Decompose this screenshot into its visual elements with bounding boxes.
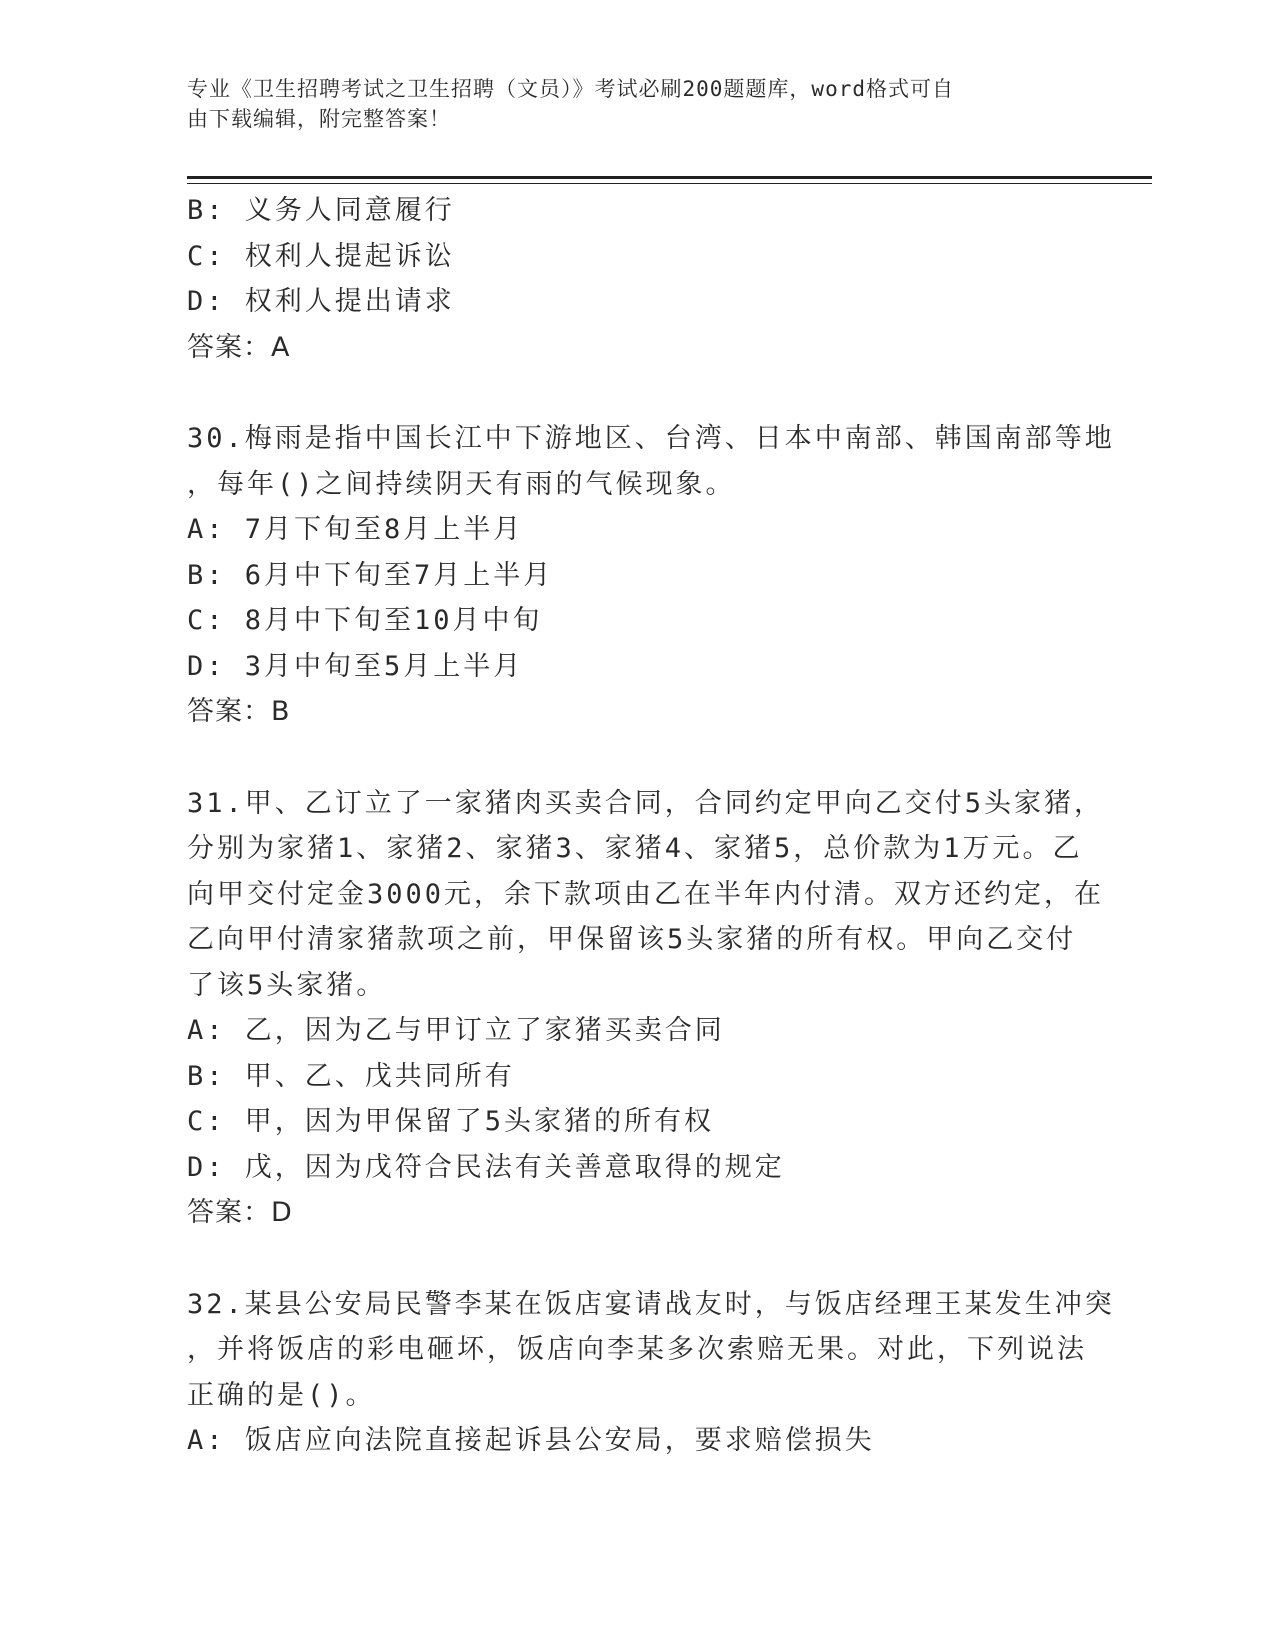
spacer (187, 1236, 1087, 1282)
question-stem-line: 32.某县公安局民警李某在饭店宴请战友时，与饭店经理王某发生冲突 (187, 1288, 1115, 1320)
question-stem-line: 分别为家猪1、家猪2、家猪3、家猪4、家猪5，总价款为1万元。乙 (187, 833, 1083, 864)
question-stem-line: 乙向甲付清家猪款项之前，甲保留该5头家猪的所有权。甲向乙交付 (187, 924, 1077, 955)
option-c: C: 甲，因为甲保留了5头家猪的所有权 (187, 1106, 715, 1137)
header-line-1: 专业《卫生招聘考试之卫生招聘（文员）》考试必刷200题题库，word格式可自 (187, 77, 954, 101)
spacer (187, 735, 1087, 781)
option-a: A: 饭店应向法院直接起诉县公安局，要求赔偿损失 (187, 1425, 875, 1456)
question-stem-line: 正确的是()。 (187, 1379, 376, 1411)
document-header (187, 74, 1067, 134)
option-d: D: 戊，因为戊符合民法有关善意取得的规定 (187, 1151, 785, 1183)
question-stem-line: 31.甲、乙订立了一家猪肉买卖合同，合同约定甲向乙交付5头家猪， (187, 787, 1105, 819)
option-a: A: 7月下旬至8月上半月 (187, 514, 524, 545)
question-stem-line: 了该5头家猪。 (187, 969, 387, 1001)
answer-label: 答案：B (187, 696, 291, 727)
answer-label: 答案：A (187, 331, 291, 363)
spacer (187, 370, 1087, 416)
option-c: C: 权利人提起诉讼 (187, 240, 455, 272)
option-b: B: 义务人同意履行 (187, 195, 455, 226)
question-31 (187, 781, 1105, 1236)
option-d: D: 3月中旬至5月上半月 (187, 650, 524, 682)
header-divider-thin (187, 183, 1152, 184)
question-32 (187, 1282, 1115, 1464)
document-body (187, 188, 1115, 1464)
option-a: A: 乙，因为乙与甲订立了家猪买卖合同 (187, 1015, 725, 1046)
option-c: C: 8月中下旬至10月中旬 (187, 605, 543, 636)
question-stem-line: 向甲交付定金3000元，余下款项由乙在半年内付清。双方还约定，在 (187, 878, 1105, 910)
question-stem-line: 30.梅雨是指中国长江中下游地区、台湾、日本中南部、韩国南部等地 (187, 423, 1115, 454)
header-line-2: 由下载编辑，附完整答案！ (187, 107, 451, 131)
option-d: D: 权利人提出请求 (187, 286, 455, 317)
question-29-continuation (187, 188, 1087, 370)
header-divider-thick (187, 176, 1152, 179)
option-b: B: 甲、乙、戊共同所有 (187, 1060, 515, 1092)
question-stem-line: ，并将饭店的彩电砸坏，饭店向李某多次索赔无果。对此，下列说法 (187, 1334, 1087, 1365)
option-b: B: 6月中下旬至7月上半月 (187, 559, 554, 591)
question-stem-line: ，每年()之间持续阴天有雨的气候现象。 (187, 468, 736, 500)
question-30 (187, 416, 1115, 735)
answer-label: 答案：D (187, 1197, 293, 1228)
